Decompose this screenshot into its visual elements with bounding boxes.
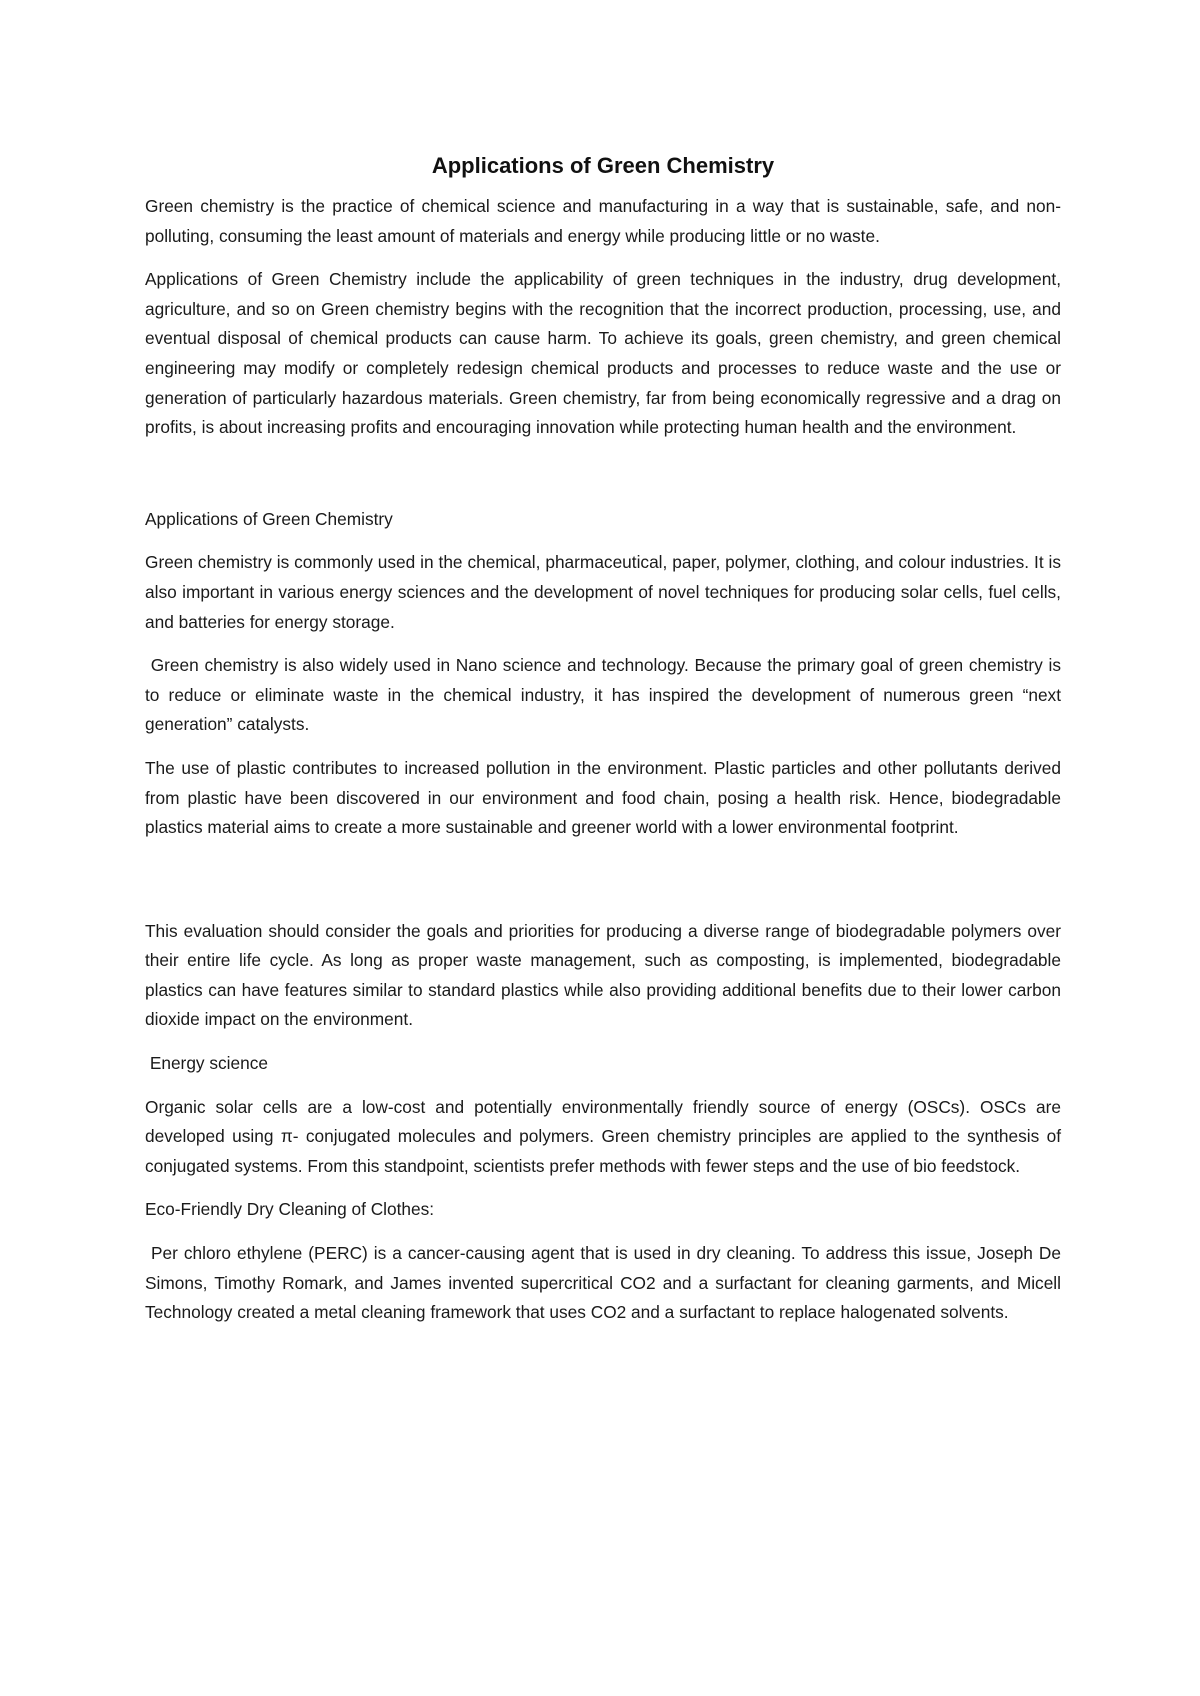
dry-cleaning-paragraph: Per chloro ethylene (PERC) is a cancer-causing agent that is used in dry cleaning. To address this issue, Joseph De Simons, Timothy Romark, and James invented supercritical CO2 and a surfactant for cleaning garments, and Micell Technology created a metal cleaning framework that uses CO2 and a surfactant to replace halogenated solvents. [145,1243,1066,1323]
spacer [145,857,1061,917]
document-body [145,150,1066,1342]
intro-paragraph: Green chemistry is the practice of chemical science and manufacturing in a way that is sustainable, safe, and non-polluting, consuming the least amount of materials and energy while producing little or no waste. [145,196,1061,246]
organic-solar-cells-paragraph: Organic solar cells are a low-cost and potentially environmentally friendly source of energy (OSCs). OSCs are developed using π- conjugated molecules and polymers. Green chemistry principles are applied to the synthesis of conjugated systems. From this standpoint, scientists prefer methods with fewer steps and the use of bio feedstock. [145,1096,1061,1176]
applications-overview-paragraph: Applications of Green Chemistry include the applicability of green techniques in the industry, drug development, agriculture, and so on Green chemistry begins with the recognition that the incorrect production, processing, use, and eventual disposal of chemical products can cause harm. To achieve its goals, green chemistry, and green chemical engineering may modify or completely redesign chemical products and processes to reduce waste and the use or generation of particularly hazardous materials. Green chemistry, far from being economically regressive and a drag on profits, is about increasing profits and encouraging innovation while protecting human health and the environment. [145,269,1061,438]
section-heading-energy-science: Energy science [145,1053,268,1074]
nano-science-paragraph: Green chemistry is also widely used in Nano science and technology. Because the primary goal of green chemistry is to reduce or eliminate waste in the chemical industry, it has inspired the development of numerous green “next generation” catalysts. [145,655,1066,735]
section-heading-dry-cleaning: Eco-Friendly Dry Cleaning of Clothes: [145,1199,435,1220]
spacer [145,457,1061,505]
plastic-pollution-paragraph: The use of plastic contributes to increased pollution in the environment. Plastic particles and other pollutants derived from plastic have been discovered in our environment and food chain, posing a health risk. Hence, biodegradable plastics material aims to create a more sustainable and greener world with a lower environmental footprint. [145,757,1061,838]
document-title: Applications of Green Chemistry [431,153,775,178]
section-heading-applications: Applications of Green Chemistry [145,508,393,529]
industries-paragraph: Green chemistry is commonly used in the chemical, pharmaceutical, paper, polymer, clothing, and colour industries. It is also important in various energy sciences and the development of novel techniques for producing solar cells, fuel cells, and batteries for energy storage. [145,552,1061,632]
evaluation-paragraph: This evaluation should consider the goals and priorities for producing a diverse range of biodegradable polymers over their entire life cycle. As long as proper waste management, such as composting, is implemented, biodegradable plastics can have features similar to standard plastics while also providing additional benefits due to their lower carbon dioxide impact on the environment. [145,920,1061,1030]
